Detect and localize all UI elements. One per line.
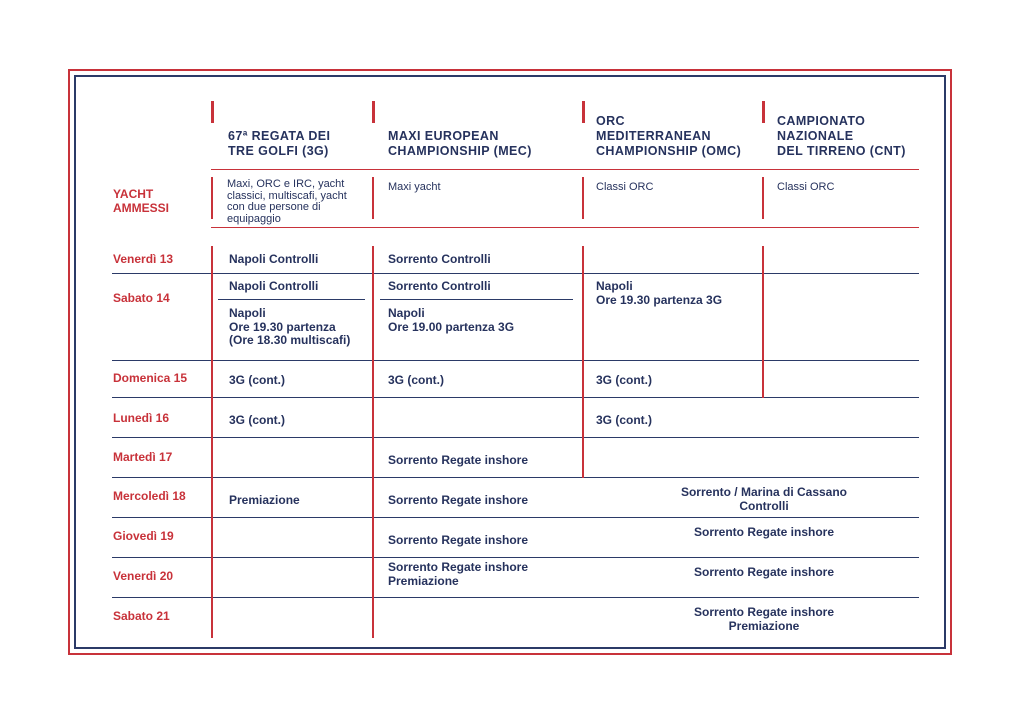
yacht-vline-2: [372, 177, 374, 219]
cell-sun15-omc: 3G (cont.): [596, 373, 652, 387]
yacht-vline-1: [211, 177, 213, 219]
cell-sat14-mec-b: [388, 307, 514, 334]
yacht-cnt: Classi ORC: [777, 181, 835, 193]
header-mec-line2: CHAMPIONSHIP (MEC): [388, 144, 532, 158]
cell-fri20-mec-line1: Sorrento Regate inshore: [388, 560, 529, 574]
day-fri13: Venerdì 13: [113, 252, 174, 266]
header-cnt-line1: CAMPIONATO: [777, 114, 866, 128]
yacht-label-line1: YACHT: [113, 187, 154, 201]
sat14-subline-1: [218, 299, 365, 300]
header-cnt-line2: NAZIONALE: [777, 129, 854, 143]
yacht-vline-4: [762, 177, 764, 219]
day-thu19: Giovedì 19: [113, 529, 174, 543]
row-line-sat14: [112, 360, 919, 361]
cell-sat14-omc: [596, 280, 722, 307]
cell-wed18-omc-cnt-line2: Controlli: [739, 498, 789, 513]
header-marker-3: [582, 101, 585, 123]
row-line-sun15: [112, 397, 919, 398]
header-marker-1: [211, 101, 214, 123]
cell-tue17-mec: Sorrento Regate inshore: [388, 453, 529, 467]
cell-wed18-mec: Sorrento Regate inshore: [388, 493, 529, 507]
yacht-label: [113, 188, 169, 215]
header-mec-line1: MAXI EUROPEAN: [388, 129, 499, 143]
cell-sat14-mec-a: Sorrento Controlli: [388, 279, 491, 293]
day-sat14: Sabato 14: [113, 291, 170, 305]
cell-fri13-3g: Napoli Controlli: [229, 252, 319, 266]
cell-thu19-mec: Sorrento Regate inshore: [388, 533, 529, 547]
day-fri20: Venerdì 20: [113, 569, 174, 583]
cell-sat14-3g-b-line3: (Ore 18.30 multiscafi): [229, 333, 351, 347]
header-3g-line1: 67ª REGATA DEI: [228, 129, 331, 143]
header-omc-line3: CHAMPIONSHIP (OMC): [596, 144, 742, 158]
cell-mon16-omc: 3G (cont.): [596, 413, 652, 427]
yacht-3g-line4: equipaggio: [227, 212, 281, 225]
yacht-3g-line1: Maxi, ORC e IRC, yacht: [227, 178, 345, 190]
cell-sat14-omc-line2: Ore 19.30 partenza 3G: [596, 292, 723, 307]
cell-wed18-omc-cnt-line1: Sorrento / Marina di Cassano: [680, 485, 848, 499]
cell-fri20-mec-line2: Premiazione: [388, 573, 459, 588]
day-wed18: Mercoledì 18: [113, 489, 186, 503]
cell-sat14-mec-b-line1: Napoli: [388, 306, 425, 320]
yacht-label-line2: AMMESSI: [113, 200, 170, 215]
table-vline-3: [582, 246, 584, 478]
cell-mon16-3g: 3G (cont.): [229, 413, 285, 427]
cell-fri20-omc-cnt: Sorrento Regate inshore: [693, 565, 835, 579]
header-marker-2: [372, 101, 375, 123]
cell-sat14-mec-b-line2: Ore 19.00 partenza 3G: [388, 319, 515, 334]
header-omc: [596, 114, 741, 159]
header-3g-line2: TRE GOLFI (3G): [228, 144, 329, 158]
cell-fri20-mec: [388, 561, 528, 588]
cell-sat14-3g-b-line2: Ore 19.30 partenza: [229, 319, 336, 334]
cell-thu19-omc-cnt: Sorrento Regate inshore: [693, 525, 835, 539]
cell-fri13-mec: Sorrento Controlli: [388, 252, 491, 266]
cell-sat21-omc-cnt-line2: Premiazione: [728, 618, 800, 633]
yacht-mec: Maxi yacht: [388, 181, 441, 193]
cell-sat14-3g-b-line1: Napoli: [229, 306, 266, 320]
header-cnt-line3: DEL TIRRENO (CNT): [777, 144, 906, 158]
table-vline-4: [762, 246, 764, 398]
cell-sat21-omc-cnt: [600, 606, 928, 633]
header-divider: [211, 169, 919, 170]
yacht-divider: [211, 227, 919, 228]
cell-sun15-3g: 3G (cont.): [229, 373, 285, 387]
cell-wed18-3g: Premiazione: [229, 493, 300, 507]
table-vline-2: [372, 246, 374, 638]
yacht-3g-line2: classici, multiscafi, yacht: [227, 189, 347, 202]
sat14-subline-2: [380, 299, 573, 300]
cell-sat14-3g-b: [229, 307, 350, 348]
header-cnt: [777, 114, 906, 159]
yacht-3g-line3: con due persone di: [227, 201, 321, 213]
table-vline-1: [211, 246, 213, 638]
row-line-thu19: [112, 557, 919, 558]
header-omc-line1: ORC: [596, 114, 625, 128]
day-mon16: Lunedì 16: [113, 411, 170, 425]
yacht-omc: Classi ORC: [596, 181, 654, 193]
row-line-wed18: [112, 517, 919, 518]
row-line-tue17: [112, 477, 919, 478]
header-3g: [228, 129, 330, 159]
day-tue17: Martedì 17: [113, 450, 173, 464]
cell-wed18-omc-cnt: [600, 486, 928, 513]
day-sat21: Sabato 21: [113, 609, 170, 623]
day-sun15: Domenica 15: [113, 371, 188, 385]
row-line-fri20: [112, 597, 919, 598]
header-mec: [388, 129, 532, 159]
yacht-vline-3: [582, 177, 584, 219]
cell-sat21-omc-cnt-line1: Sorrento Regate inshore: [693, 605, 835, 619]
cell-sat14-omc-line1: Napoli: [596, 279, 633, 293]
cell-sat14-3g-a: Napoli Controlli: [229, 279, 319, 293]
yacht-3g: [227, 179, 347, 225]
row-line-fri13: [112, 273, 919, 274]
row-line-mon16: [112, 437, 919, 438]
cell-sun15-mec: 3G (cont.): [388, 373, 444, 387]
header-marker-4: [762, 101, 765, 123]
header-omc-line2: MEDITERRANEAN: [596, 129, 711, 143]
